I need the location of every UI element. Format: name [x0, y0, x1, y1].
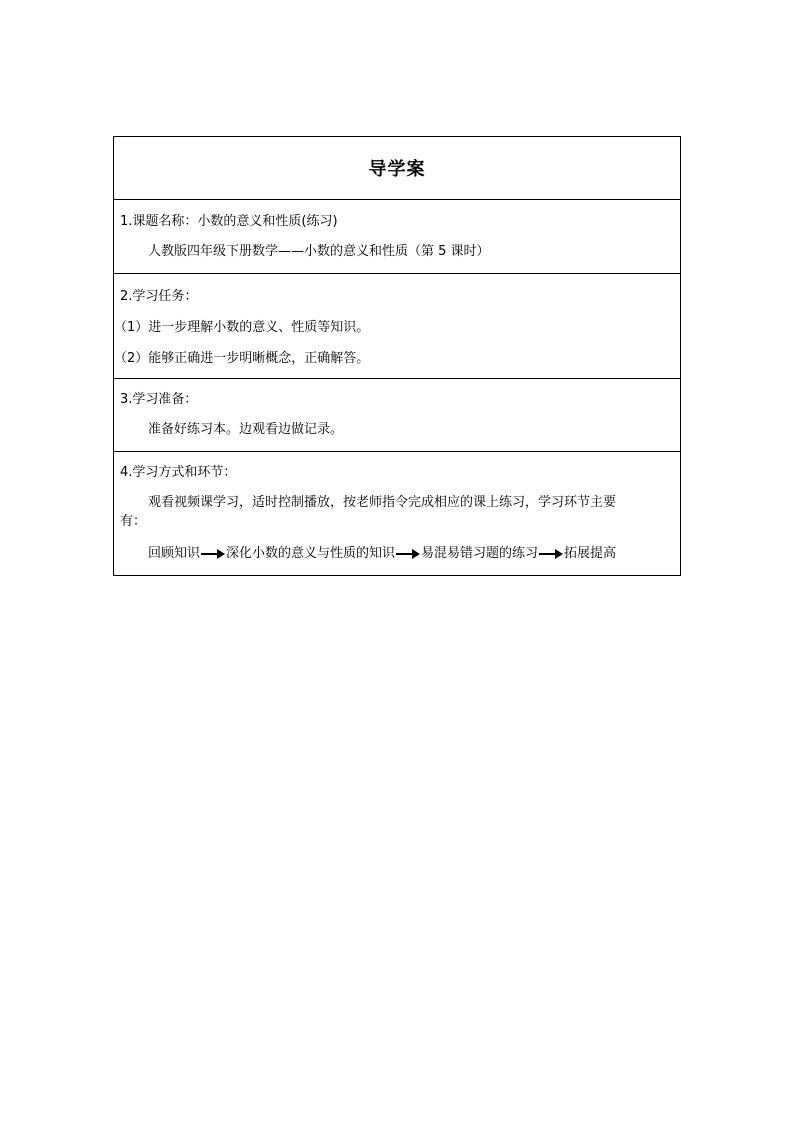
topic-heading: 1.课题名称：小数的意义和性质(练习)	[120, 214, 338, 229]
method-detail-line2: 有：	[120, 514, 147, 529]
flow-step-deepen: 深化小数的意义与性质的知识	[226, 546, 396, 561]
title-row	[114, 137, 680, 199]
right-arrow-icon	[201, 546, 225, 562]
method-heading: 4.学习方式和环节：	[120, 465, 237, 480]
section-tasks	[114, 273, 680, 378]
preparation-detail: 准备好练习本。边观看边做记录。	[148, 422, 344, 437]
learning-flow	[114, 546, 680, 562]
task-item: （1）进一步理解小数的意义、性质等知识。	[114, 320, 370, 335]
topic-detail: 人教版四年级下册数学——小数的意义和性质（第 5 课时）	[148, 244, 490, 259]
method-detail-line1: 观看视频课学习，适时控制播放，按老师指令完成相应的课上练习，学习环节主要	[148, 495, 617, 510]
right-arrow-icon	[396, 546, 420, 562]
flow-step-review: 回顾知识	[148, 546, 201, 561]
tasks-heading: 2.学习任务：	[120, 289, 198, 304]
preparation-heading: 3.学习准备：	[120, 392, 198, 407]
document-title: 导学案	[368, 159, 426, 180]
section-method	[114, 451, 680, 575]
flow-step-extend: 拓展提高	[564, 546, 617, 561]
right-arrow-icon	[539, 546, 563, 562]
task-item: （2）能够正确进一步明晰概念，正确解答。	[114, 351, 370, 366]
flow-step-practice: 易混易错习题的练习	[421, 546, 539, 561]
section-preparation	[114, 378, 680, 451]
section-topic	[114, 199, 680, 273]
lesson-guide-table	[113, 136, 681, 576]
